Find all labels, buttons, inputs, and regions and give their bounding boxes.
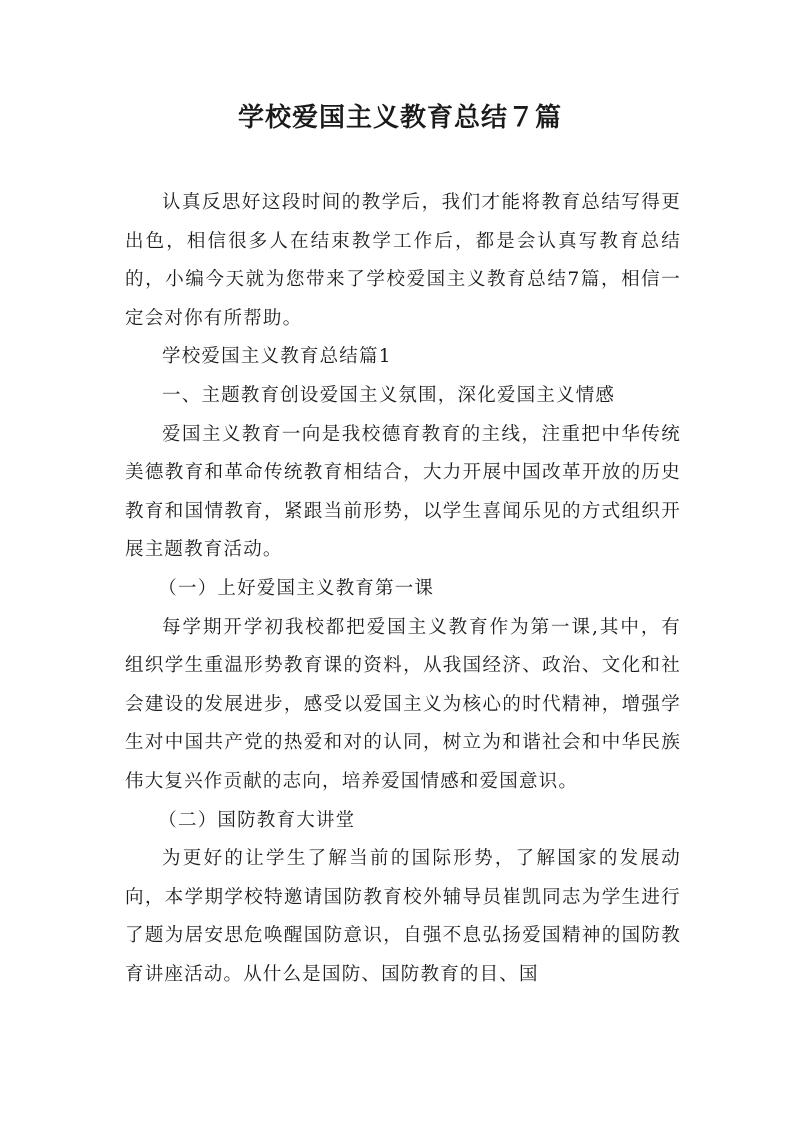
part-heading: 学校爱国主义教育总结篇1 (162, 346, 392, 368)
intro-paragraph: 认真反思好这段时间的教学后，我们才能将教育总结写得更出色，相信很多人在结束教学工作后，都是会认真写教育总结的，小编今天就为您带来了学校爱国主义教育总结7篇，相信一定会对你有所帮助。 (125, 192, 681, 329)
body-paragraph: 为更好的让学生了解当前的国际形势，了解国家的发展动向，本学期学校特邀请国防教育校外辅导员崔凯同志为学生进行了题为居安思危唤醒国防意识，自强不息弘扬爱国精神的国防教育讲座活动。从什么是国防、国防教育的目、国 (125, 848, 681, 985)
subsection-heading: （二）国防教育大讲堂 (158, 809, 356, 831)
body-paragraph: 爱国主义教育一向是我校德育教育的主线，注重把中华传统美德教育和革命传统教育相结合，大力开展中国改革开放的历史教育和国情教育，紧跟当前形势，以学生喜闻乐见的方式组织开展主题教育活动。 (125, 423, 681, 561)
section-heading: 一、主题教育创设爱国主义氛围，深化爱国主义情感 (162, 384, 616, 406)
document-title: 学校爱国主义教育总结７篇 (237, 103, 562, 133)
subsection-heading: （一）上好爱国主义教育第一课 (158, 577, 435, 599)
document-body (125, 184, 681, 994)
body-paragraph: 每学期开学初我校都把爱国主义教育作为第一课,其中，有组织学生重温形势教育课的资料，从我国经济、政治、文化和社会建设的发展进步，感受以爱国主义为核心的时代精神，增强学生对中国共产党的热爱和对的认同，树立为和谐社会和中华民族伟大复兴作贡献的志向，培养爱国情感和爱国意识。 (125, 616, 681, 792)
